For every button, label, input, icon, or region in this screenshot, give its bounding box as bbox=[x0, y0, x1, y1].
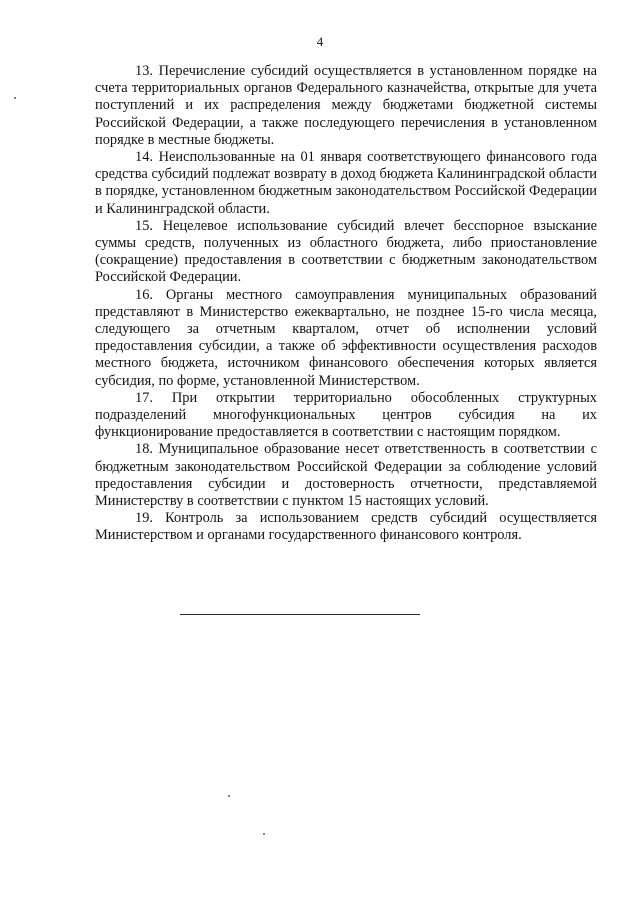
paragraph-18: 18. Муниципальное образование несет ответственность в соответствии с бюджетным законодательством Российской Федерации за соблюдение условий предоставления субсидии и достоверность отчетности, представляемой Министерству в соответствии с пунктом 15 настоящих условий. bbox=[95, 441, 597, 510]
paragraph-17: 17. При открытии территориально обособленных структурных подразделений многофункциональных центров субсидия на их функционирование предоставляется в соответствии с настоящим порядком. bbox=[95, 389, 597, 441]
paragraph-16: 16. Органы местного самоуправления муниципальных образований представляют в Министерство ежеквартально, не позднее 15-го числа месяца, следующего за отчетным кварталом, отчет об исполнении условий предоставления субсидии, а также об эффективности осуществления расходов местного бюджета, источником финансового обеспечения которых является субсидия, по форме, установленной Министерством. bbox=[95, 286, 597, 389]
scan-speck bbox=[228, 795, 230, 797]
scan-speck bbox=[263, 833, 265, 835]
paragraph-13: 13. Перечисление субсидий осуществляется в установленном порядке на счета территориальных органов Федерального казначейства, открытые для учета поступлений и их распределения между бюджетами бюджетной системы Российской Федерации, а также последующего перечисления в установленном порядке в местные бюджеты. bbox=[95, 63, 597, 148]
document-body bbox=[95, 63, 597, 545]
end-separator-line bbox=[180, 614, 420, 615]
scan-speck bbox=[14, 97, 16, 99]
page-number: 4 bbox=[316, 34, 324, 49]
paragraph-14: 14. Неиспользованные на 01 января соответствующего финансового года средства субсидий подлежат возврату в доход бюджета Калининградской области в порядке, установленном бюджетным законодательством Российской Федерации и Калининградской области. bbox=[95, 149, 597, 217]
paragraph-15: 15. Нецелевое использование субсидий влечет бесспорное взыскание суммы средств, полученных из областного бюджета, либо приостановление (сокращение) предоставления в соответствии с бюджетным законодательством Российской Федерации. bbox=[95, 217, 597, 286]
paragraph-19: 19. Контроль за использованием средств субсидий осуществляется Министерством и органами государственного финансового контроля. bbox=[95, 510, 597, 544]
